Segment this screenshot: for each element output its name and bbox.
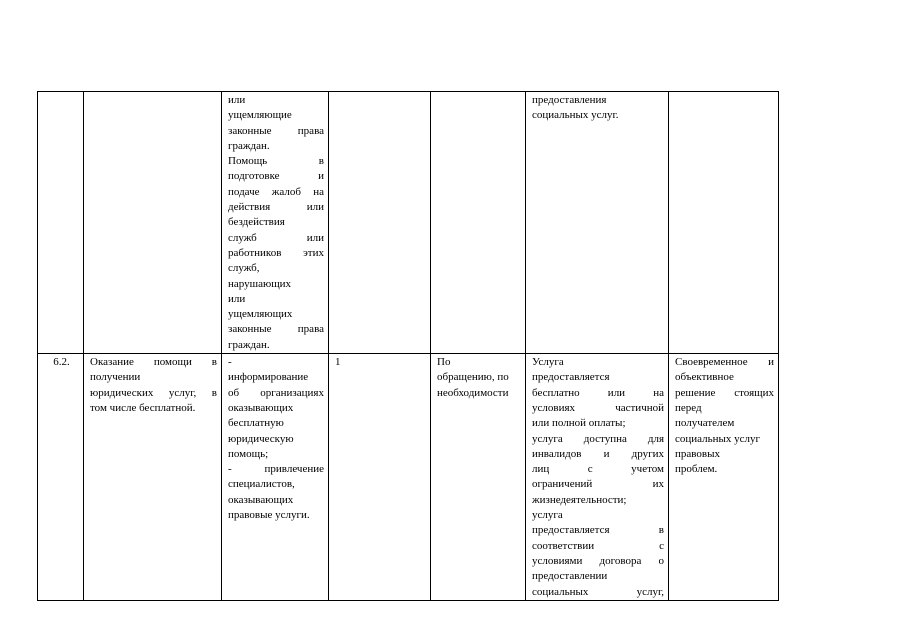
- text-line: получателем: [675, 417, 735, 430]
- text-line: По: [437, 356, 451, 369]
- cell-quantity: [329, 92, 431, 354]
- row-number: 6.2.: [53, 356, 70, 369]
- text-line: решение стоящих: [675, 386, 774, 399]
- text-line: инвалидов и других: [532, 447, 664, 460]
- text-line: подаче жалоб на: [228, 185, 324, 198]
- text-line: ущемляющие: [228, 109, 292, 122]
- text-line: предоставляется в: [532, 524, 664, 537]
- text-line: социальных услуг.: [532, 109, 619, 122]
- text-line: предоставления: [532, 94, 607, 106]
- text-line: обращению, по: [437, 371, 509, 384]
- text-line: бесплатную: [228, 417, 284, 430]
- text-line: условиях частичной: [532, 401, 664, 414]
- cell-number: [38, 92, 84, 354]
- text-line: Своевременное и: [675, 356, 774, 369]
- text-line: том числе бесплатной.: [90, 401, 196, 414]
- cell-number: [38, 354, 84, 601]
- text-line: объективное: [675, 371, 734, 384]
- quantity-value: 1: [335, 356, 341, 369]
- text-line: оказывающих: [228, 401, 294, 414]
- text-line: лиц с учетом: [532, 463, 664, 476]
- text-line: необходимости: [437, 386, 509, 399]
- cell-service-name: [84, 92, 222, 354]
- text-line: услуга доступна для: [532, 432, 664, 445]
- text-line: социальных услуг: [675, 432, 761, 445]
- cell-conditions: [526, 354, 669, 601]
- text-line: или: [228, 94, 246, 106]
- text-line: подготовке и: [228, 170, 324, 183]
- text-line: проблем.: [675, 463, 718, 476]
- text-line: или: [228, 292, 246, 305]
- text-line: граждан.: [228, 139, 270, 152]
- text-line: Оказание помощи в: [90, 356, 217, 369]
- text-line: законные права: [228, 323, 324, 336]
- text-line: Услуга: [532, 356, 564, 369]
- text-line: -: [228, 356, 232, 369]
- text-line: работников этих: [228, 246, 324, 259]
- cell-result: [669, 92, 779, 354]
- text-line: действия или: [228, 201, 324, 214]
- cell-service-name: [84, 354, 222, 601]
- cell-periodicity: [431, 92, 526, 354]
- text-line: бездействия: [228, 216, 285, 229]
- text-line: перед: [675, 401, 702, 414]
- services-table: [37, 91, 779, 601]
- text-line: Помощь в: [228, 155, 324, 168]
- text-line: условиями договора о: [532, 554, 664, 567]
- cell-periodicity: [431, 354, 526, 601]
- text-line: жизнедеятельности;: [532, 493, 627, 506]
- text-line: информирование: [228, 371, 309, 384]
- cell-service-content: [222, 354, 329, 601]
- text-line: граждан.: [228, 338, 270, 351]
- text-line: социальных услуг,: [532, 585, 664, 598]
- text-line: - привлечение: [228, 463, 324, 476]
- text-line: специалистов,: [228, 478, 295, 491]
- cell-conditions: [526, 92, 669, 354]
- text-line: правовые услуги.: [228, 509, 310, 522]
- text-line: или полной оплаты;: [532, 417, 626, 430]
- text-line: бесплатно или на: [532, 386, 664, 399]
- text-line: соответствии с: [532, 539, 664, 552]
- cell-result: [669, 354, 779, 601]
- text-line: правовых: [675, 447, 720, 460]
- text-line: ограничений их: [532, 478, 664, 491]
- text-line: услуга: [532, 509, 563, 522]
- cell-service-content: [222, 92, 329, 354]
- text-line: законные права: [228, 124, 324, 137]
- text-line: ущемляющих: [228, 308, 293, 321]
- text-line: юридическую: [228, 432, 294, 445]
- text-line: служб или: [228, 231, 324, 244]
- table-row: [38, 92, 779, 354]
- text-line: получении: [90, 371, 141, 384]
- table-row: [38, 354, 779, 601]
- text-line: служб,: [228, 262, 260, 275]
- text-line: нарушающих: [228, 277, 292, 290]
- text-line: предоставлении: [532, 570, 608, 583]
- text-line: оказывающих: [228, 493, 294, 506]
- text-line: предоставляется: [532, 371, 610, 384]
- text-line: помощь;: [228, 447, 269, 460]
- text-line: юридических услуг, в: [90, 386, 217, 399]
- text-line: об организациях: [228, 386, 324, 399]
- cell-quantity: [329, 354, 431, 601]
